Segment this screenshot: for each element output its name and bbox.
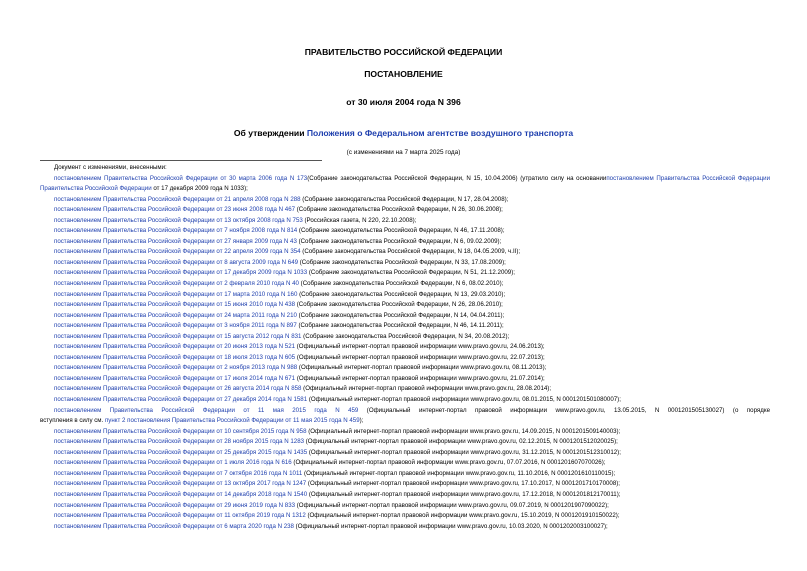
list-item: постановлением Правительства Российской Федерации от 1 июля 2016 года N 616 (Официальный интернет-портал правовой информации www.pravo.gov.ru, 07.07.2016, N 0001201607070026); (54, 459, 606, 467)
list-item: постановлением Правительства Российской Федерации от 17 марта 2010 года N 160 (Собрание законодательства Российской Федерации, N 13, 29.03.2010); (54, 290, 506, 298)
amendment-link[interactable]: постановлением Правительства Российской Федерации от 2 февраля 2010 года N 40 (54, 280, 299, 288)
amendment-link[interactable]: постановлением Правительства Российской Федерации от 2 ноября 2013 года N 988 (54, 364, 298, 372)
separator-rule (40, 160, 322, 161)
amendment-link[interactable]: постановлением Правительства Российской Федерации от 29 июня 2019 года N 833 (54, 501, 296, 509)
amendment-link[interactable]: постановлением Правительства Российской Федерации от 1 июля 2016 года N 616 (54, 459, 292, 467)
amendment-link[interactable]: постановлением Правительства Российской Федерации от 20 июня 2013 года N 521 (54, 343, 296, 351)
changes-list (40, 163, 770, 532)
amendment-link[interactable]: постановлением Правительства Российской Федерации от 8 августа 2009 года N 649 (54, 258, 299, 266)
amendment-link[interactable]: постановлением Правительства Российской Федерации от 13 октября 2017 года N 1247 (54, 480, 307, 488)
amendment-link[interactable]: Правительства Российской Федерации (40, 185, 152, 193)
list-item: постановлением Правительства Российской Федерации от 2 февраля 2010 года N 40 (Собрание законодательства Российской Федерации, N 6, 08.02.2010); (54, 280, 504, 288)
amendment-link[interactable]: постановлением Правительства Российской Федерации от 14 декабря 2018 года N 1540 (54, 490, 308, 498)
amendment-link[interactable]: постановлением Правительства Российской Федерации от 10 сентября 2015 года N 958 (54, 427, 307, 435)
list-item: Правительства Российской Федерации от 17 декабря 2009 года N 1033); (40, 185, 248, 193)
list-item: постановлением Правительства Российской Федерации от 29 июня 2019 года N 833 (Официальный интернет-портал правовой информации www.pravo.gov.ru, 09.07.2019, N 0001201907090022); (54, 501, 609, 509)
list-item: постановлением Правительства Российской Федерации от 27 января 2009 года N 43 (Собрание законодательства Российской Федерации, N 6, 09.02.2009); (54, 237, 502, 245)
amendment-link[interactable]: постановлением Правительства Российской Федерации от 7 октября 2016 года N 1011 (54, 469, 303, 477)
list-item: постановлением Правительства Российской Федерации от 6 марта 2020 года N 238 (Официальный интернет-портал правовой информации www.pravo.gov.ru, 10.03.2020, N 0001202003100027); (54, 522, 608, 530)
amendment-link[interactable]: постановлением Правительства Российской Федерации от 24 марта 2011 года N 210 (54, 311, 297, 319)
list-item: постановлением Правительства Российской Федерации от 18 июля 2013 года N 605 (Официальный интернет-портал правовой информации www.pravo.gov.ru, 22.07.2013); (54, 353, 545, 361)
amendment-link[interactable]: постановлением Правительства Российской Федерации от 11 октября 2019 года N 1312 (54, 512, 306, 520)
list-item: постановлением Правительства Российской Федерации от 14 декабря 2018 года N 1540 (Официальный интернет-портал правовой информации www.pravo.gov.ru, 17.12.2018, N 0001201812170011); (54, 490, 621, 498)
amendment-link[interactable]: постановлением Правительства Российской Федерации от 30 марта 2006 года N 173 (54, 174, 308, 182)
amendment-link[interactable]: постановлением Правительства Российской Федерации от 3 ноября 2011 года N 897 (54, 322, 297, 330)
list-item: постановлением Правительства Российской Федерации от 15 августа 2012 года N 831 (Собрание законодательства Российской Федерации, N 34, 20.08.2012); (54, 332, 510, 340)
issuer-heading: ПРАВИТЕЛЬСТВО РОССИЙСКОЙ ФЕДЕРАЦИИ (304, 47, 503, 57)
list-item: постановлением Правительства Российской Федерации от 28 ноября 2015 года N 1283 (Официальный интернет-портал правовой информации www.pravo.gov.ru, 02.12.2015, N 0001201512020025); (54, 438, 618, 446)
amendment-link[interactable]: постановлением Правительства Российской Федерации от 7 ноября 2008 года N 814 (54, 227, 298, 235)
amendment-link[interactable]: постановлением Правительства Российской Федерации от 13 октября 2008 года N 753 (54, 216, 303, 224)
list-item: постановлением Правительства Российской Федерации от 22 апреля 2009 года N 354 (Собрание законодательства Российской Федерации, N 18, 04.05.2009, ч.II); (54, 248, 521, 256)
revision-note: (с изменениями на 7 марта 2025 года) (346, 149, 461, 156)
list-item: постановлением Правительства Российской Федерации от 15 июня 2010 года N 438 (Собрание законодательства Российской Федерации, N 26, 28.06.2010); (54, 301, 503, 309)
list-item: постановлением Правительства Российской Федерации от 13 октября 2017 года N 1247 (Официальный интернет-портал правовой информации www.pravo.gov.ru, 17.10.2017, N 0001201710170008); (54, 480, 620, 488)
amendment-link[interactable]: постановлением Правительства Российской Федерации от 27 декабря 2014 года N 1581 (54, 396, 308, 404)
list-item: постановлением Правительства Российской Федерации от 8 августа 2009 года N 649 (Собрание законодательства Российской Федерации, N 33, 17.08.2009); (54, 258, 506, 266)
changes-intro: Документ с изменениями, внесенными: (54, 164, 167, 171)
amendment-link[interactable]: постановлением Правительства Российской Федерации от 18 июля 2013 года N 605 (54, 353, 296, 361)
title-regulation-link[interactable]: Положения о Федеральном агентстве воздушного транспорта (306, 128, 574, 138)
list-item: постановлением Правительства Российской Федерации от 11 октября 2019 года N 1312 (Официальный интернет-портал правовой информации www.pravo.gov.ru, 15.10.2019, N 0001201910150022); (54, 512, 620, 520)
document-title (0, 128, 807, 139)
amendment-link[interactable]: постановлением Правительства Российской Федерации от 23 июня 2008 года N 467 (54, 206, 296, 214)
amendment-link[interactable]: постановлением Правительства Российской Федерации от 27 января 2009 года N 43 (54, 237, 297, 245)
amendment-link[interactable]: постановлением Правительства Российской Федерации от 15 июня 2010 года N 438 (54, 301, 296, 309)
list-item: постановлением Правительства Российской Федерации от 13 октября 2008 года N 753 (Российская газета, N 220, 22.10.2008); (54, 216, 417, 224)
list-item: вступления в силу см. пункт 2 постановления Правительства Российской Федерации от 11 мая 2015 года N 459); (40, 417, 364, 425)
list-item: постановлением Правительства Российской Федерации от 23 июня 2008 года N 467 (Собрание законодательства Российской Федерации, N 26, 30.06.2008); (54, 206, 503, 214)
list-item: постановлением Правительства Российской Федерации от 30 марта 2006 года N 173(Собрание законодательства Российской Федерации, N 15, 10.04.2006) (утратило силу на основаниипостановлением Правительства Российской Федерации (54, 174, 770, 182)
amendment-link[interactable]: постановлением Правительства Российской Федерации от 17 декабря 2009 года N 1033 (54, 269, 308, 277)
amendment-link[interactable]: постановлением Правительства Российской Федерации от 6 марта 2020 года N 238 (54, 522, 294, 530)
title-prefix: Об утверждении (233, 128, 307, 138)
amendment-link[interactable]: постановлением Правительства Российской Федерации от 11 мая 2015 года N 459 (54, 406, 359, 414)
list-item: постановлением Правительства Российской Федерации от 25 декабря 2015 года N 1435 (Официальный интернет-портал правовой информации www.pravo.gov.ru, 31.12.2015, N 0001201512310012); (54, 448, 621, 456)
list-item: постановлением Правительства Российской Федерации от 2 ноября 2013 года N 988 (Официальный интернет-портал правовой информации www.pravo.gov.ru, 08.11.2013); (54, 364, 547, 372)
list-item: постановлением Правительства Российской Федерации от 26 августа 2014 года N 858 (Официальный интернет-портал правовой информации www.pravo.gov.ru, 28.08.2014); (54, 385, 552, 393)
amendment-link[interactable]: постановлением Правительства Российской Федерации от 22 апреля 2009 года N 354 (54, 248, 301, 256)
list-item: постановлением Правительства Российской Федерации от 11 мая 2015 года N 459 (Официальный интернет-портал правовой информации www.pravo.gov.ru, 13.05.2015, N 0001201505130027) (о порядке (54, 406, 770, 414)
amendment-link[interactable]: постановлением Правительства Российской Федерации от 17 марта 2010 года N 160 (54, 290, 298, 298)
document-type-heading: ПОСТАНОВЛЕНИЕ (364, 69, 443, 79)
amendment-link[interactable]: постановлением Правительства Российской Федерации от 25 декабря 2015 года N 1435 (54, 448, 308, 456)
list-item: постановлением Правительства Российской Федерации от 27 декабря 2014 года N 1581 (Официальный интернет-портал правовой информации www.pravo.gov.ru, 08.01.2015, N 0001201501080007); (54, 396, 621, 404)
amendment-link[interactable]: постановлением Правительства Российской Федерации от 17 июля 2014 года N 671 (54, 374, 296, 382)
list-item: постановлением Правительства Российской Федерации от 7 октября 2016 года N 1011 (Официальный интернет-портал правовой информации www.pravo.gov.ru, 11.10.2016, N 0001201610110015); (54, 469, 616, 477)
list-item: постановлением Правительства Российской Федерации от 17 декабря 2009 года N 1033 (Собрание законодательства Российской Федерации, N 51, 21.12.2009); (54, 269, 515, 277)
amendment-link[interactable]: постановлением Правительства Российской Федерации от 28 ноября 2015 года N 1283 (54, 438, 305, 446)
list-item: постановлением Правительства Российской Федерации от 21 апреля 2008 года N 288 (Собрание законодательства Российской Федерации, N 17, 28.04.2008); (54, 195, 509, 203)
list-item: постановлением Правительства Российской Федерации от 24 марта 2011 года N 210 (Собрание законодательства Российской Федерации, N 14, 04.04.2011); (54, 311, 505, 319)
list-item: постановлением Правительства Российской Федерации от 3 ноября 2011 года N 897 (Собрание законодательства Российской Федерации, N 46, 14.11.2011); (54, 322, 504, 330)
document-date-number: от 30 июля 2004 года N 396 (346, 97, 461, 107)
amendment-link[interactable]: постановлением Правительства Российской Федерации (606, 174, 770, 182)
list-item: постановлением Правительства Российской Федерации от 7 ноября 2008 года N 814 (Собрание законодательства Российской Федерации, N 46, 17.11.2008); (54, 227, 505, 235)
list-item: постановлением Правительства Российской Федерации от 20 июня 2013 года N 521 (Официальный интернет-портал правовой информации www.pravo.gov.ru, 24.06.2013); (54, 343, 545, 351)
amendment-link[interactable]: постановлением Правительства Российской Федерации от 21 апреля 2008 года N 288 (54, 195, 301, 203)
amendment-link[interactable]: постановлением Правительства Российской Федерации от 15 августа 2012 года N 831 (54, 332, 302, 340)
amendment-link[interactable]: постановлением Правительства Российской Федерации от 26 августа 2014 года N 858 (54, 385, 302, 393)
list-item: постановлением Правительства Российской Федерации от 17 июля 2014 года N 671 (Официальный интернет-портал правовой информации www.pravo.gov.ru, 21.07.2014); (54, 374, 545, 382)
list-item: постановлением Правительства Российской Федерации от 10 сентября 2015 года N 958 (Официальный интернет-портал правовой информации www.pravo.gov.ru, 14.09.2015, N 0001201509140003); (54, 427, 621, 435)
amendment-link[interactable]: пункт 2 постановления Правительства Российской Федерации от 11 мая 2015 года N 459 (104, 417, 360, 425)
